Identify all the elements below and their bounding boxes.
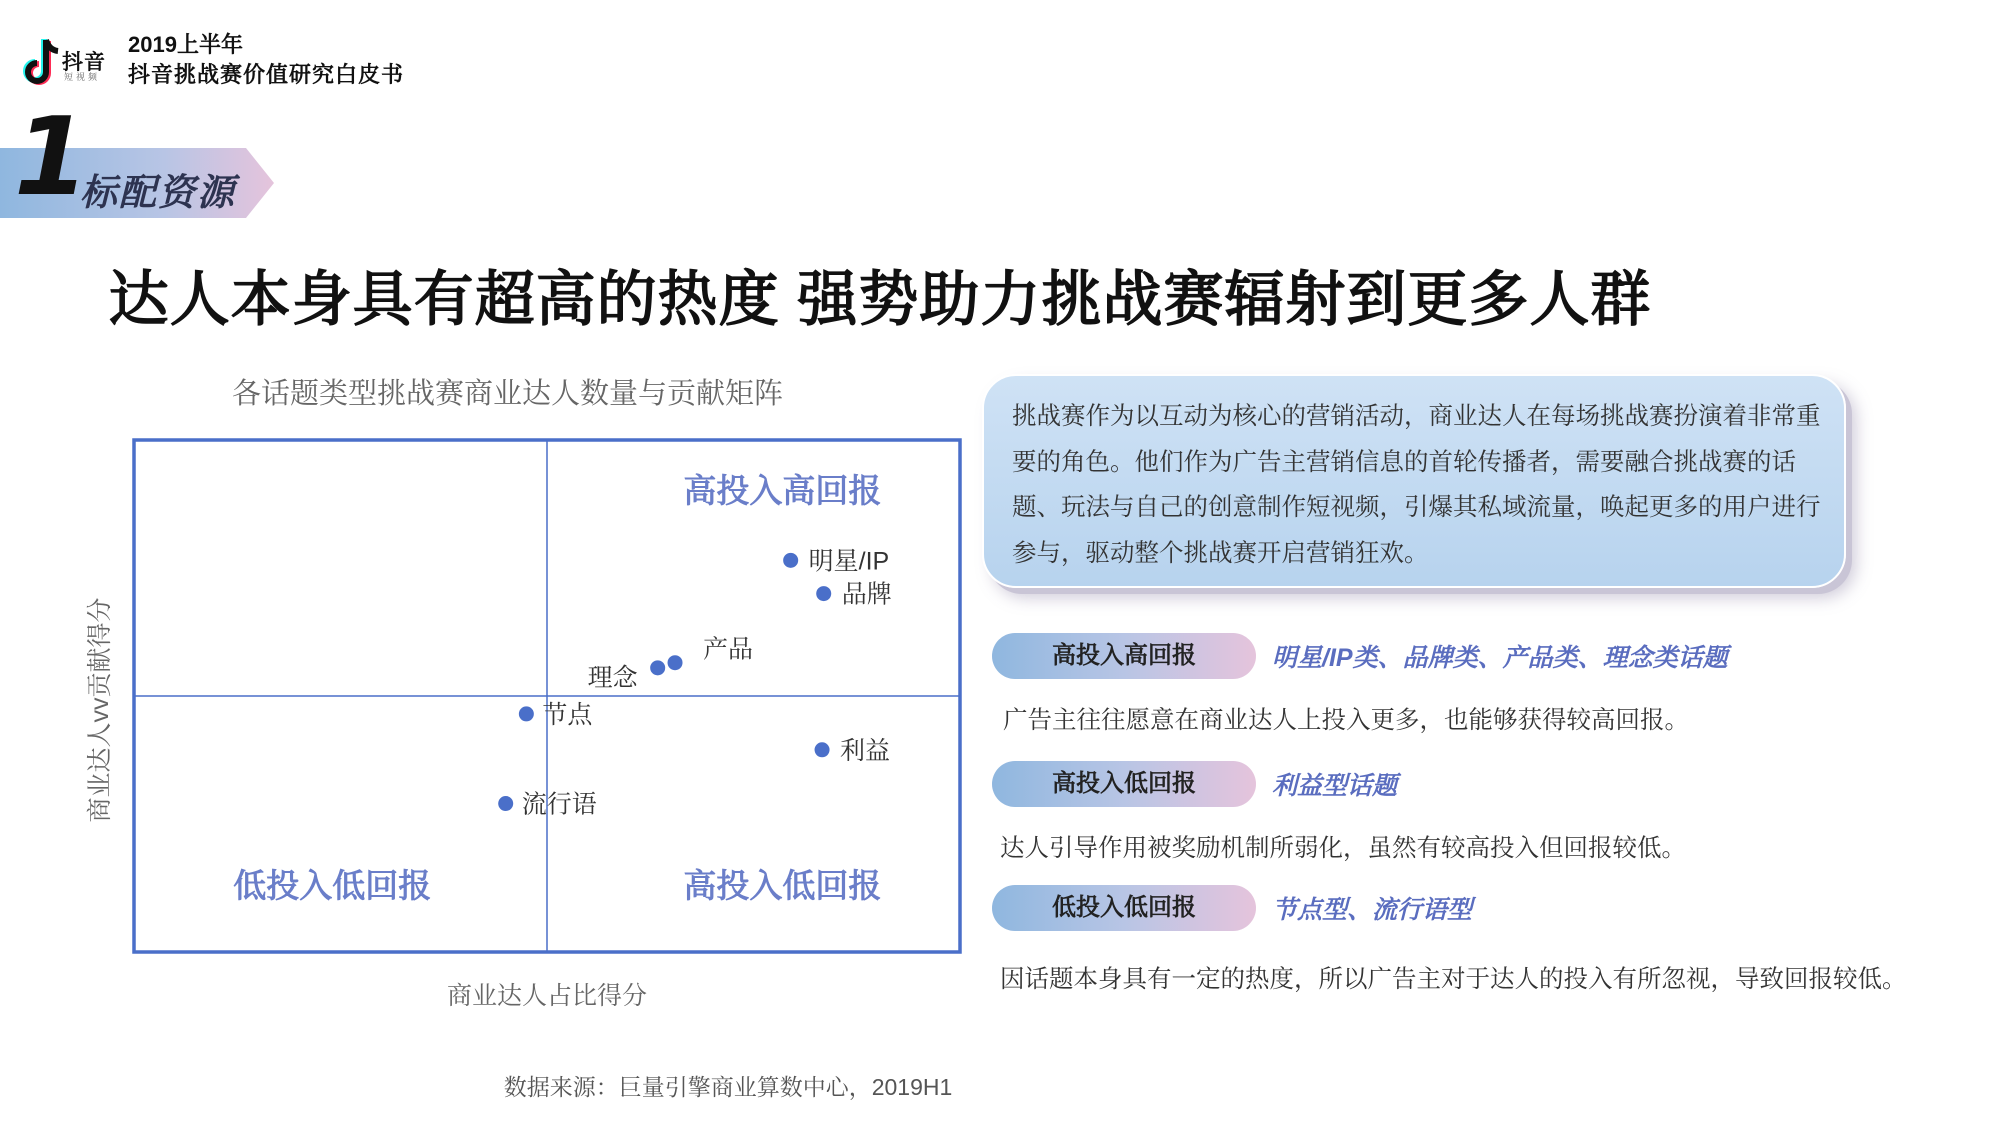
category-topics-low-low: 节点型、流行语型 bbox=[1272, 896, 1473, 924]
data-point-label-2: 产品 bbox=[703, 635, 754, 664]
data-point-label-5: 利益 bbox=[840, 736, 891, 765]
description-box bbox=[982, 374, 1846, 588]
section-label: 标配资源 bbox=[80, 172, 236, 213]
report-year: 2019上半年 bbox=[128, 32, 243, 57]
data-point-label-3: 理念 bbox=[587, 663, 638, 692]
page-headline: 达人本身具有超高的热度 强势助力挑战赛辐射到更多人群 bbox=[108, 266, 1652, 333]
data-point-1 bbox=[816, 586, 831, 601]
quadrant-label-bottom-right: 高投入低回报 bbox=[683, 867, 882, 904]
x-axis-label: 商业达人占比得分 bbox=[446, 982, 648, 1010]
category-pill-low-low: 低投入低回报 bbox=[992, 885, 1256, 931]
description-text: 挑战赛作为以互动为核心的营销活动，商业达人在每场挑战赛扮演着非常重要的角色。他们作为广告主营销信息的首轮传播者，需要融合挑战赛的话题、玩法与自己的创意制作短视频，引爆其私域流量，唤起更多的用户进行参与，驱动整个挑战赛开启营销狂欢。 bbox=[1012, 403, 1821, 567]
category-pill-high-low: 高投入低回报 bbox=[992, 761, 1256, 807]
chart-title: 各话题类型挑战赛商业达人数量与贡献矩阵 bbox=[232, 378, 784, 410]
y-axis-label: 商业达人vv贡献得分 bbox=[86, 597, 114, 823]
data-point-label-0: 明星/IP bbox=[808, 547, 890, 576]
data-point-label-6: 流行语 bbox=[521, 790, 597, 819]
category-desc-low-low: 因话题本身具有一定的热度，所以广告主对于达人的投入有所忽视，导致回报较低。 bbox=[1000, 966, 1907, 993]
category-desc-high-low: 达人引导作用被奖励机制所弱化，虽然有较高投入但回报较低。 bbox=[1000, 835, 1686, 862]
quadrant-label-top-right: 高投入高回报 bbox=[683, 472, 882, 509]
section-number: 1 bbox=[14, 95, 90, 220]
data-point-5 bbox=[815, 742, 830, 757]
logo-subtitle: 短视频 bbox=[64, 72, 101, 82]
data-point-label-4: 节点 bbox=[542, 700, 593, 729]
category-pill-high-high: 高投入高回报 bbox=[992, 633, 1256, 679]
data-point-4 bbox=[519, 706, 534, 721]
data-point-label-1: 品牌 bbox=[841, 580, 892, 609]
data-point-0 bbox=[783, 553, 798, 568]
category-topics-high-high: 明星/IP类、品牌类、产品类、理念类话题 bbox=[1272, 644, 1728, 672]
logo-text: 抖音 bbox=[62, 51, 106, 74]
data-point-2 bbox=[668, 655, 683, 670]
data-point-3 bbox=[650, 660, 665, 675]
data-point-6 bbox=[498, 796, 513, 811]
data-source: 数据来源：巨量引擎商业算数中心，2019H1 bbox=[503, 1074, 953, 1100]
category-topics-high-low: 利益型话题 bbox=[1272, 772, 1398, 800]
quadrant-chart bbox=[80, 420, 980, 1020]
category-desc-high-high: 广告主往往愿意在商业达人上投入更多，也能够获得较高回报。 bbox=[1003, 707, 1689, 734]
report-title: 抖音挑战赛价值研究白皮书 bbox=[128, 62, 405, 87]
quadrant-label-bottom-left: 低投入低回报 bbox=[233, 867, 432, 904]
